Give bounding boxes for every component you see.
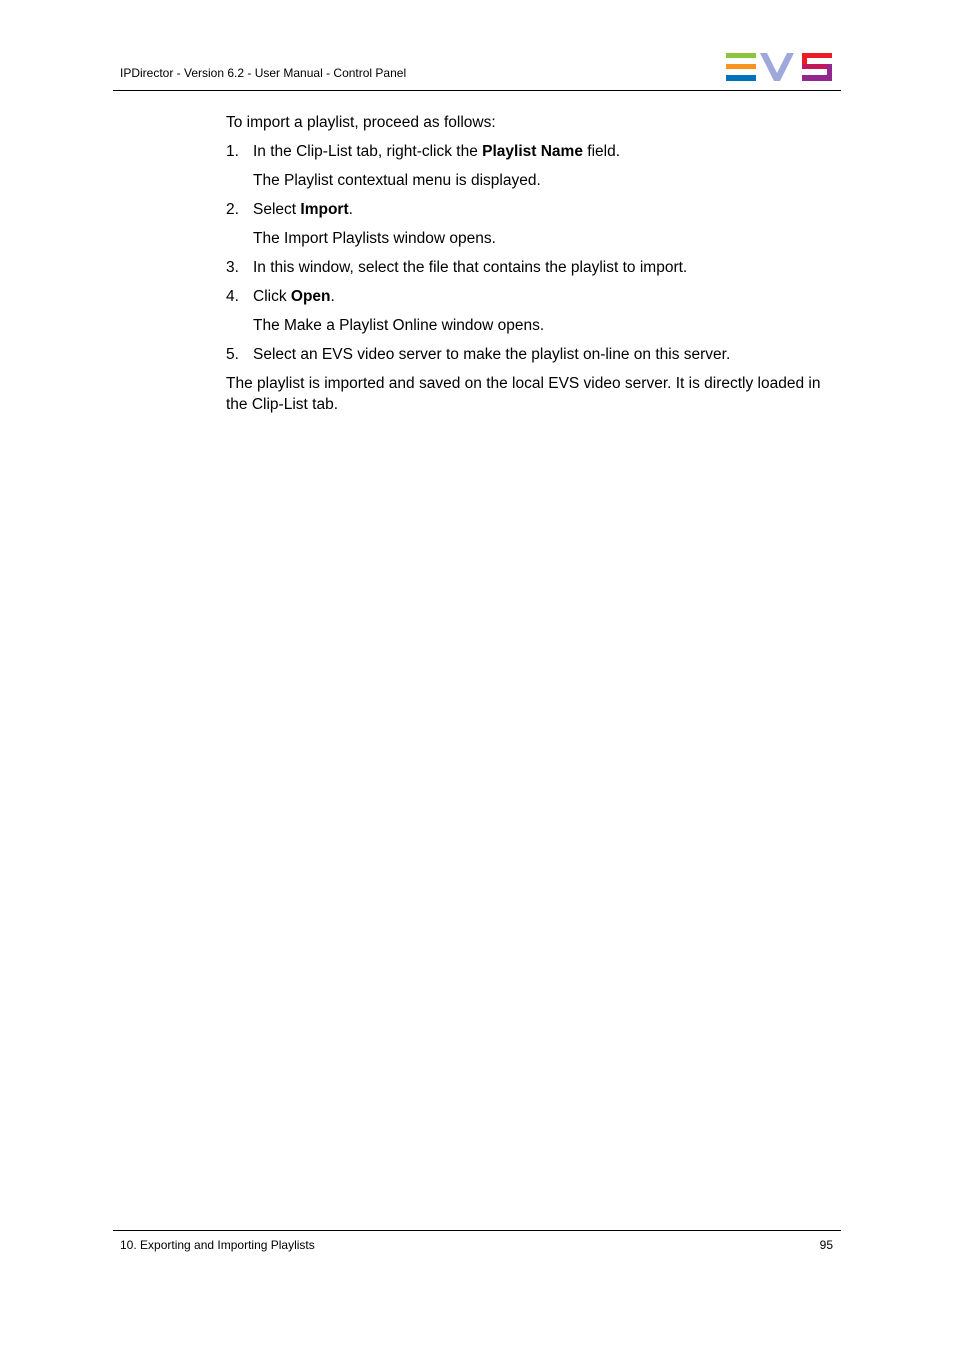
steps-list xyxy=(226,141,836,365)
page-number: 95 xyxy=(819,1238,833,1252)
step-instruction xyxy=(253,344,836,365)
logo-s-bottom xyxy=(802,75,832,81)
step-text: Select an EVS video server to make the playlist on-line on this server. xyxy=(253,346,731,363)
step-result-note: The Playlist contextual menu is displayed. xyxy=(253,172,541,189)
footer-section-title: 10. Exporting and Importing Playlists xyxy=(120,1238,315,1252)
step-text-end: . xyxy=(348,201,353,218)
header-divider xyxy=(113,90,841,91)
main-content xyxy=(226,112,836,415)
step-instruction xyxy=(253,257,836,278)
step-number: 5. xyxy=(226,346,239,363)
evs-logo xyxy=(726,53,834,81)
footer-divider xyxy=(113,1230,841,1231)
step-instruction xyxy=(253,286,836,307)
step-item xyxy=(226,141,836,191)
step-text: In the Clip-List tab, right-click the xyxy=(253,143,483,160)
step-ui-term: Import xyxy=(300,201,349,218)
step-text: In this window, select the file that contains the playlist to import. xyxy=(253,259,688,276)
step-item xyxy=(226,286,836,336)
step-result-note: The Import Playlists window opens. xyxy=(253,230,496,247)
step-instruction xyxy=(253,141,836,162)
logo-bar-orange xyxy=(726,64,756,69)
logo-bar-blue xyxy=(726,75,756,81)
step-instruction xyxy=(253,199,836,220)
logo-v xyxy=(760,53,794,81)
intro-paragraph: To import a playlist, proceed as follows: xyxy=(226,114,496,131)
step-item xyxy=(226,257,836,278)
step-number: 4. xyxy=(226,288,239,305)
step-ui-term: Open xyxy=(290,288,331,305)
step-text-end: . xyxy=(330,288,335,305)
step-text-end: field. xyxy=(582,143,621,160)
step-item xyxy=(226,344,836,365)
closing-paragraph: The playlist is imported and saved on the local EVS video server. It is directly loaded in the Clip-List tab. xyxy=(226,375,821,413)
step-text: Click xyxy=(253,288,291,305)
step-result-note: The Make a Playlist Online window opens. xyxy=(253,317,545,334)
step-text: Select xyxy=(253,201,301,218)
step-number: 3. xyxy=(226,259,239,276)
step-number: 1. xyxy=(226,143,239,160)
step-number: 2. xyxy=(226,201,239,218)
step-ui-term: Playlist Name xyxy=(482,143,583,160)
logo-bar-green xyxy=(726,53,756,58)
document-title: IPDirector - Version 6.2 - User Manual - Control Panel xyxy=(120,66,407,80)
step-item xyxy=(226,199,836,249)
